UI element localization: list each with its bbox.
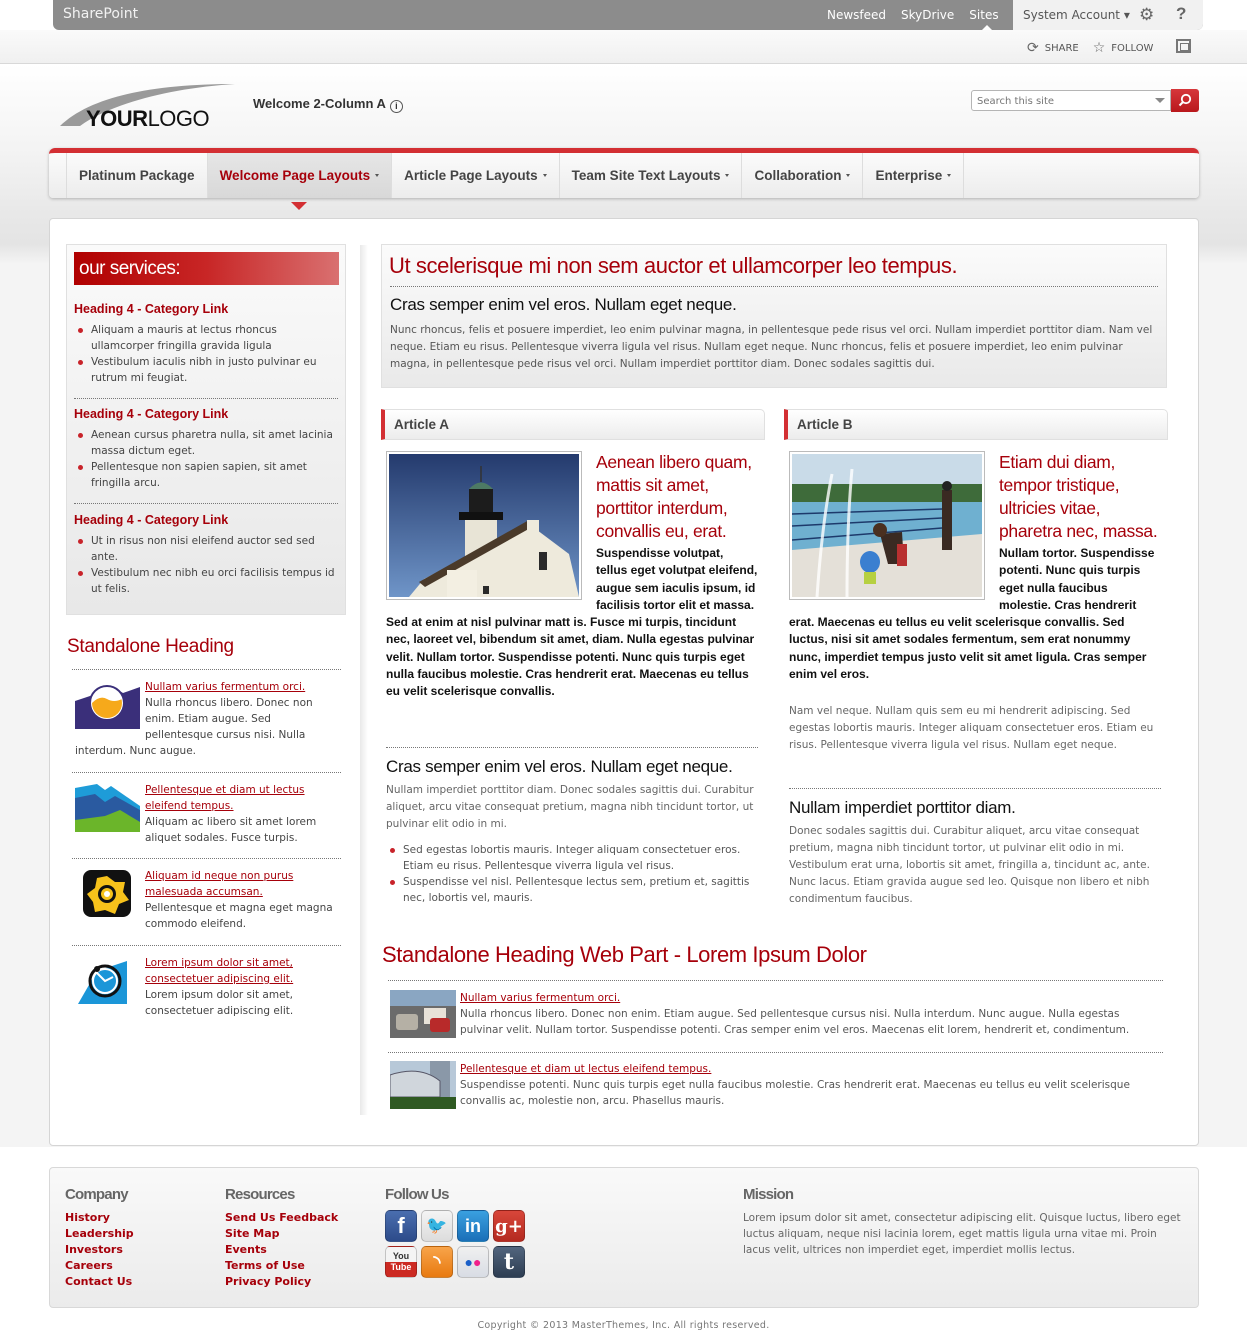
footer xyxy=(49,1167,1199,1308)
article-b-header: Article B xyxy=(784,409,1168,440)
item-text: Aliquam ac libero sit amet lorem aliquet sodales. Fusce turpis. xyxy=(145,816,317,844)
youtube-icon[interactable]: You Tube xyxy=(385,1246,417,1278)
article-heading: Aenean libero quam, mattis sit amet, porttitor interdum, convallis eu, erat. xyxy=(596,452,752,541)
footer-link-events[interactable]: Events xyxy=(225,1243,267,1256)
dropdown-caret-icon xyxy=(947,174,951,177)
list-item: Vestibulum nec nibh eu orci facilisis tempus id ut felis. xyxy=(74,565,338,597)
nav-platinum-package[interactable]: Platinum Package xyxy=(67,153,208,198)
account-area xyxy=(1013,0,1203,30)
divider xyxy=(388,980,1163,981)
article-body-bold: Nullam tortor. Suspendisse potenti. Nunc quis turpis eget nulla faucibus molestie. Cras hendrerit erat. Maecenas eu tellus eu velit scelerisque convallis. Sed luctus, nisi sit amet sodales fermentum, sem erat nonummy nunc, imperdiet tempus justo velit sit amet ligula. Cras semper enim vel eros. xyxy=(789,546,1155,682)
footer-resources xyxy=(225,1186,338,1290)
item-link[interactable]: Aliquam id neque non purus malesuada accumsan. xyxy=(145,870,294,898)
article-a-subsection xyxy=(386,747,758,906)
footer-heading: Follow Us xyxy=(385,1186,449,1203)
footer-link-careers[interactable]: Careers xyxy=(65,1259,113,1272)
account-menu[interactable] xyxy=(1023,8,1130,22)
footer-heading: Resources xyxy=(225,1186,295,1203)
column-divider xyxy=(360,245,368,1115)
list-item: Suspendisse vel nisl. Pellentesque lectus sem, pretium et, sagittis nec, lobortis vel, mauris. xyxy=(386,874,758,906)
search-icon xyxy=(1178,93,1192,107)
footer-company xyxy=(65,1186,134,1290)
featured-box xyxy=(381,244,1167,388)
mission-text: Lorem ipsum dolor sit amet, consectetur adipiscing elit. Quisque luctus, libero eget luctus aliquam, neque nisi lacinia lorem, eget mattis ligula urna vitae mi. Proin lacus velit, ultrices non imperdiet eget, imperdiet mollis lectus. xyxy=(743,1212,1181,1256)
item-text: Nulla rhoncus libero. Donec non enim. Etiam augue. Sed pellentesque cursus nisi. Nulla interdum. Nunc augue. xyxy=(75,697,313,757)
divider xyxy=(72,772,341,773)
article-b-subsection xyxy=(789,788,1161,908)
skydrive-link[interactable]: SkyDrive xyxy=(901,8,955,22)
suite-links xyxy=(827,8,999,22)
divider xyxy=(72,945,341,946)
list-item: Pellentesque non sapien sapien, sit amet fringilla arcu. xyxy=(74,459,338,491)
site-title[interactable] xyxy=(253,96,403,113)
list-item xyxy=(390,990,1165,1038)
category-link[interactable]: Heading 4 - Category Link xyxy=(74,407,229,421)
traffic-thumbnail-icon xyxy=(390,990,456,1038)
page-actions xyxy=(1027,40,1153,56)
list-item: Sed egestas lobortis mauris. Integer aliquam consectetuer eros. Etiam eu risus. Pellentesque viverra ligula vel risus. xyxy=(386,842,758,874)
article-b xyxy=(789,451,1161,754)
dropdown-caret-icon xyxy=(846,174,850,177)
list-item xyxy=(75,679,341,759)
search-button[interactable] xyxy=(1171,89,1199,112)
footer-heading: Company xyxy=(65,1186,128,1203)
sun-app-thumbnail-icon xyxy=(75,870,140,918)
sites-link[interactable]: Sites xyxy=(969,8,999,22)
newsfeed-link[interactable]: Newsfeed xyxy=(827,8,887,22)
sunset-thumbnail-icon xyxy=(75,681,140,729)
article-body: Nam vel neque. Nullam quis sem eu mi hendrerit adipiscing. Sed egestas lobortis mauris. Integer aliquam consectetuer eros. Etiam eu risus. Pellentesque viverra ligula vel risus. Nullam eget neque. xyxy=(789,705,1154,752)
footer-link-privacy[interactable]: Privacy Policy xyxy=(225,1275,312,1288)
divider xyxy=(390,286,1158,287)
divider xyxy=(386,747,758,748)
account-name: System Account xyxy=(1023,8,1121,22)
site-logo[interactable] xyxy=(60,82,235,132)
service-group xyxy=(74,302,338,386)
twitter-icon[interactable]: 🐦 xyxy=(421,1210,453,1242)
featured-subtitle: Cras semper enim vel eros. Nullam eget neque. xyxy=(390,295,737,314)
item-text: Pellentesque et magna eget magna commodo eleifend. xyxy=(145,902,333,930)
linkedin-icon[interactable]: in xyxy=(457,1210,489,1242)
building-thumbnail-icon xyxy=(390,1061,456,1109)
nav-article-page-layouts[interactable]: Article Page Layouts xyxy=(392,153,560,198)
subsection-body: Donec sodales sagittis dui. Curabitur aliquet, arcu vitae consequat pretium, magna nibh tincidunt tortor, ut pulvinar elit odio in mi. Vestibulum erat urna, lobortis sit amet, fringilla a, tincidunt ac, ante. Nunc lacus. Etiam gravida augue sed leo. Quisque non libero et nibh condimentum faucibus. xyxy=(789,825,1150,905)
featured-title: Ut scelerisque mi non sem auctor et ullamcorper leo tempus. xyxy=(389,253,958,278)
list-item xyxy=(390,1061,1165,1109)
search-scope-dropdown-icon[interactable] xyxy=(1155,98,1165,103)
logo-text: YOURLOGO xyxy=(86,106,210,131)
standalone-webpart-heading: Standalone Heading Web Part - Lorem Ipsum Dolor xyxy=(382,942,867,967)
dropdown-caret-icon xyxy=(375,174,379,177)
lighthouse-photo xyxy=(386,451,582,600)
info-icon[interactable]: i xyxy=(390,100,403,113)
top-navigation xyxy=(49,148,1199,198)
search-input[interactable] xyxy=(972,92,1142,111)
dropdown-caret-icon xyxy=(543,174,547,177)
tumblr-icon[interactable]: t xyxy=(493,1246,525,1278)
item-link[interactable]: Pellentesque et diam ut lectus eleifend tempus. xyxy=(460,1063,712,1075)
item-link[interactable]: Lorem ipsum dolor sit amet, consectetuer adipiscing elit. xyxy=(145,957,294,985)
services-box xyxy=(66,244,346,615)
article-a xyxy=(386,451,758,701)
nav-welcome-page-layouts[interactable]: Welcome Page Layouts xyxy=(208,153,393,198)
divider xyxy=(72,669,341,670)
item-text: Suspendisse potenti. Nunc quis turpis eget nulla faucibus molestie. Cras hendrerit erat. Maecenas eu tellus eu velit scelerisque convallis ac, molestie non, arcu. Phasellus mauris. xyxy=(460,1079,1130,1107)
lighthouse-image-icon xyxy=(389,454,579,597)
rss-icon[interactable]: ◝ xyxy=(421,1246,453,1278)
share-icon: ⟳ xyxy=(1027,40,1039,56)
copyright: Copyright © 2013 MasterThemes, Inc. All rights reserved. xyxy=(477,1320,770,1331)
divider xyxy=(789,788,1161,789)
item-text: Nulla rhoncus libero. Donec non enim. Etiam augue. Sed pellentesque cursus nisi. Nulla interdum. Nunc augue. Nulla egestas pulvinar velit. Nullam tortor. Suspendisse potenti. Cras semper enim vel eros. Maecenas elit lorem, hendrerit et, condimentum. xyxy=(460,1008,1130,1036)
item-link[interactable]: Nullam varius fermentum orci. xyxy=(145,681,306,693)
waves-thumbnail-icon xyxy=(75,784,140,832)
subsection-heading: Cras semper enim vel eros. Nullam eget neque. xyxy=(386,757,733,776)
focus-mode-icon[interactable] xyxy=(1176,39,1191,53)
nav-team-site-text-layouts[interactable]: Team Site Text Layouts xyxy=(560,153,743,198)
search-box xyxy=(971,90,1171,111)
list-item xyxy=(75,955,341,1019)
divider xyxy=(388,1052,1163,1053)
list-item: Aenean cursus pharetra nulla, sit amet lacinia massa dictum eget. xyxy=(74,427,338,459)
footer-link-contact-us[interactable]: Contact Us xyxy=(65,1275,133,1288)
footer-link-history[interactable]: History xyxy=(65,1211,110,1224)
divider xyxy=(74,503,338,504)
footer-follow xyxy=(385,1186,525,1278)
item-link[interactable]: Pellentesque et diam ut lectus eleifend tempus. xyxy=(145,784,305,812)
flickr-icon[interactable]: ● ● xyxy=(457,1246,489,1278)
standalone-heading: Standalone Heading xyxy=(67,636,234,657)
divider xyxy=(72,858,341,859)
pool-fountain-photo xyxy=(789,451,985,600)
item-link[interactable]: Nullam varius fermentum orci. xyxy=(460,992,621,1004)
share-button[interactable]: SHARE xyxy=(1044,42,1079,54)
footer-link-terms[interactable]: Terms of Use xyxy=(225,1259,305,1272)
help-icon[interactable]: ? xyxy=(1176,4,1187,23)
footer-link-feedback[interactable]: Send Us Feedback xyxy=(225,1211,339,1224)
footer-heading: Mission xyxy=(743,1186,794,1203)
site-title-text: Welcome 2-Column A xyxy=(253,96,386,111)
nav-enterprise[interactable]: Enterprise xyxy=(863,153,964,198)
article-heading: Etiam dui diam, tempor tristique, ultricies vitae, pharetra nec, massa. xyxy=(999,452,1158,541)
list-item xyxy=(75,782,341,846)
item-text: Lorem ipsum dolor sit amet, consectetuer adipiscing elit. xyxy=(145,989,294,1017)
footer-link-site-map[interactable]: Site Map xyxy=(225,1227,280,1240)
follow-button[interactable]: FOLLOW xyxy=(1111,42,1154,54)
list-item: Ut in risus non nisi eleifend auctor sed sed ante. xyxy=(74,533,338,565)
suite-bar xyxy=(53,0,1203,30)
footer-link-investors[interactable]: Investors xyxy=(65,1243,123,1256)
sites-indicator xyxy=(982,25,992,30)
nav-collaboration[interactable]: Collaboration xyxy=(742,153,863,198)
category-link[interactable]: Heading 4 - Category Link xyxy=(74,302,229,316)
clock-thumbnail-icon xyxy=(75,957,140,1005)
service-group xyxy=(74,513,338,597)
chevron-down-icon: ▾ xyxy=(1123,8,1130,22)
footer-mission xyxy=(743,1186,1187,1258)
google-plus-icon[interactable]: g+ xyxy=(493,1210,525,1242)
list-item: Vestibulum iaculis nibh in justo pulvinar eu rutrum mi feugiat. xyxy=(74,354,338,386)
list-item xyxy=(75,868,341,932)
subsection-body: Nullam imperdiet porttitor diam. Donec sodales sagittis dui. Curabitur aliquet, arcu vitae consequat pretium, magna nibh tincidunt tortor, ut pulvinar elit odio in mi. xyxy=(386,784,754,830)
services-header xyxy=(74,252,339,285)
sharepoint-brand[interactable]: SharePoint xyxy=(63,6,139,22)
facebook-icon[interactable]: f xyxy=(385,1210,417,1242)
category-link[interactable]: Heading 4 - Category Link xyxy=(74,513,229,527)
services-title: our services: xyxy=(79,258,181,279)
gear-icon[interactable]: ⚙ xyxy=(1139,5,1155,24)
pool-image-icon xyxy=(792,454,982,597)
article-body-bold: Suspendisse volutpat, tellus eget volutpat eleifend, augue sem iaculis ipsum, id facilisis tortor elit et massa. Sed at enim at nisl pulvinar matt is. Fusce mi turpis, tincidunt nec, laoreet vel, bibendum sit amet, diam. Nulla egestas pulvinar velit. Nullam tortor. Suspendisse potenti. Nunc quis turpis eget nulla faucibus molestie. Cras hendrerit erat. Maecenas eu tellus eu velit scelerisque convallis. xyxy=(386,546,758,699)
featured-body: Nunc rhoncus, felis et posuere imperdiet, leo enim pulvinar magna, in pellentesque pede risus vel orci. Nullam imperdiet porttitor diam. Nam vel neque. Etiam eu risus. Pellentesque viverra ligula vel risus. Nullam eget neque. Nunc rhoncus, felis et posuere imperdiet, leo enim pulvinar magna, in pellentesque pede risus vel orci. Nullam imperdiet porttitor diam. Donec sodales sagittis dui. xyxy=(390,324,1153,370)
subsection-heading: Nullam imperdiet porttitor diam. xyxy=(789,798,1016,817)
service-group xyxy=(74,407,338,491)
divider xyxy=(74,398,338,399)
star-icon: ☆ xyxy=(1092,40,1106,56)
article-a-header: Article A xyxy=(381,409,765,440)
list-item: Aliquam a mauris at lectus rhoncus ullamcorper fringilla gravida ligula xyxy=(74,322,338,354)
footer-link-leadership[interactable]: Leadership xyxy=(65,1227,134,1240)
dropdown-caret-icon xyxy=(725,174,729,177)
